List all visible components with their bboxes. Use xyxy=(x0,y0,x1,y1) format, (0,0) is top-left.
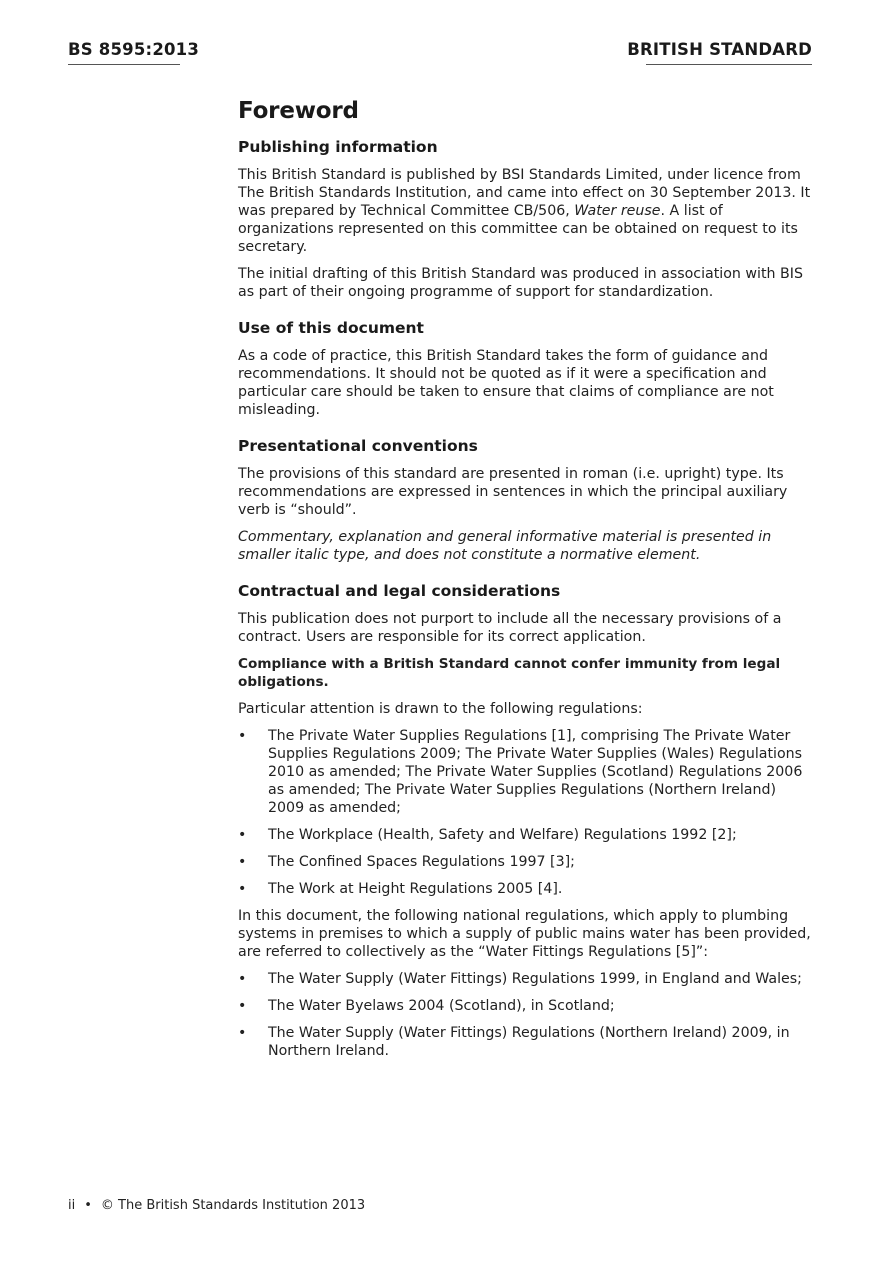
bullet-icon: • xyxy=(238,827,247,843)
bullet-icon: • xyxy=(238,881,247,897)
list-item xyxy=(238,1024,813,1060)
list-item-text: The Water Supply (Water Fittings) Regulations 1999, in England and Wales; xyxy=(268,971,802,987)
section-heading: Use of this document xyxy=(238,319,424,337)
standard-number: BS 8595:2013 xyxy=(68,40,200,59)
page-title: Foreword xyxy=(238,98,359,124)
page-footer xyxy=(68,1198,365,1213)
compliance-note: Compliance with a British Standard cannot confer immunity from legal obligations. xyxy=(238,656,781,690)
list-item-text: The Workplace (Health, Safety and Welfare) Regulations 1992 [2]; xyxy=(268,827,737,843)
paragraph: The initial drafting of this British Standard was produced in association with BIS as part of their ongoing programme of support for standardization. xyxy=(238,266,803,300)
list-item xyxy=(238,853,813,871)
section-presentational-conventions xyxy=(238,437,813,564)
list-item-text: The Water Byelaws 2004 (Scotland), in Scotland; xyxy=(268,998,615,1014)
text-run: . A list of organizations represented on this committee can be obtained on request to its secretary. xyxy=(238,203,798,255)
water-fittings-list xyxy=(238,970,813,1060)
section-heading: Presentational conventions xyxy=(238,437,478,455)
committee-name: Water reuse xyxy=(574,203,661,219)
paragraph: Particular attention is drawn to the following regulations: xyxy=(238,701,643,717)
list-item xyxy=(238,727,813,817)
paragraph: The provisions of this standard are presented in roman (i.e. upright) type. Its recommendations are expressed in sentences in which the principal auxiliary verb is “should”. xyxy=(238,466,788,518)
bullet-icon: • xyxy=(238,728,247,744)
bullet-icon: • xyxy=(238,854,247,870)
list-item xyxy=(238,997,813,1015)
section-use-of-document xyxy=(238,319,813,419)
bullet-icon: • xyxy=(238,1025,247,1041)
list-item-text: The Work at Height Regulations 2005 [4]. xyxy=(268,881,563,897)
regulations-list xyxy=(238,727,813,898)
section-contractual-legal xyxy=(238,582,813,1060)
commentary-paragraph: Commentary, explanation and general informative material is presented in smaller italic type, and does not constitute a normative element. xyxy=(238,529,772,563)
footer-separator: • xyxy=(84,1198,92,1213)
list-item xyxy=(238,880,813,898)
header-underline-right xyxy=(646,64,812,65)
list-item-text: The Private Water Supplies Regulations [1], comprising The Private Water Supplies Regulations 2009; The Private Water Supplies (Wales) Regulations 2010 as amended; The Private Water Supplies (Scotland) Regulations 2006 as amended; The Private Water Supplies Regulations (Northern Ireland) 2009 as amended; xyxy=(268,728,803,816)
list-item xyxy=(238,970,813,988)
standard-type: BRITISH STANDARD xyxy=(627,40,812,59)
copyright-notice: © The British Standards Institution 2013 xyxy=(100,1198,366,1213)
paragraph xyxy=(238,166,813,256)
list-item-text: The Confined Spaces Regulations 1997 [3]; xyxy=(268,854,575,870)
list-item xyxy=(238,826,813,844)
paragraph: As a code of practice, this British Standard takes the form of guidance and recommendations. It should not be quoted as if it were a specification and particular care should be taken to ensure that claims of compliance are not misleading. xyxy=(238,348,774,418)
section-heading: Contractual and legal considerations xyxy=(238,582,561,600)
page-number: ii xyxy=(68,1198,76,1213)
section-heading: Publishing information xyxy=(238,138,438,156)
bullet-icon: • xyxy=(238,998,247,1014)
text-run: This British Standard is published by BSI Standards Limited, under licence from The British Standards Institution, and came into effect on 30 September 2013. It was prepared by Technical Committee CB/506, xyxy=(238,167,811,219)
paragraph: This publication does not purport to include all the necessary provisions of a contract. Users are responsible for its correct application. xyxy=(238,611,782,645)
header-underline-left xyxy=(68,64,180,65)
list-item-text: The Water Supply (Water Fittings) Regulations (Northern Ireland) 2009, in Northern Ireland. xyxy=(268,1025,790,1059)
bullet-icon: • xyxy=(238,971,247,987)
foreword-content xyxy=(238,98,813,1069)
paragraph: In this document, the following national regulations, which apply to plumbing systems in premises to which a supply of public mains water has been provided, are referred to collectively as the “Water Fittings Regulations [5]”: xyxy=(238,908,811,960)
section-publishing-information xyxy=(238,138,813,301)
